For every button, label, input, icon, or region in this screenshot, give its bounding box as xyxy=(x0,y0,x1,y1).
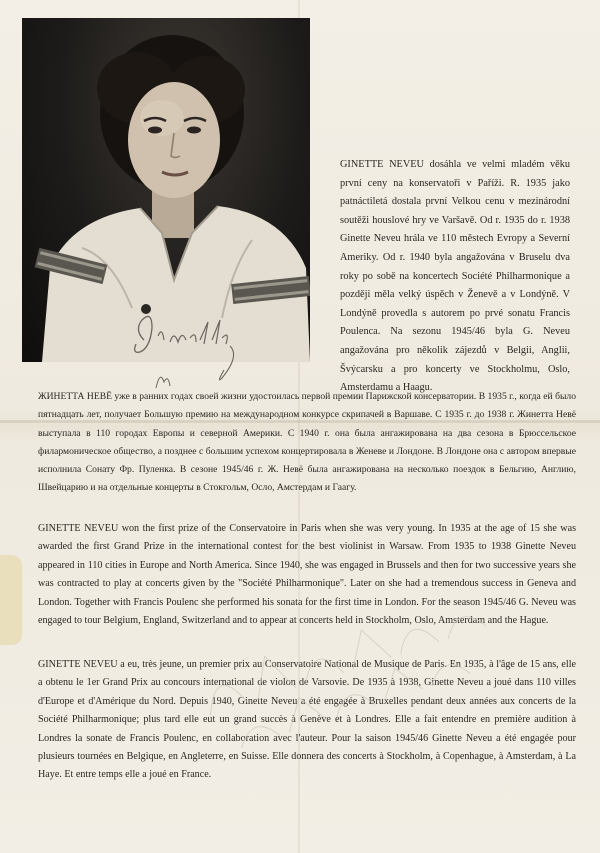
paper-stain xyxy=(0,555,22,645)
english-biography: GINETTE NEVEU won the first prize of the Conservatoire in Paris when she was very young. In 1935 at the age of 15 she was awarded the first Grand Prize in the international contest for the best violinist in Warsaw. From 1935 to 1938 Ginette Neveu appeared in 110 cities in Europe and North America. Since 1940, she was engaged in Brussels and then for two successive years she was contracted to play at concerts given by the "Société Philharmonique". Later on she had a tremendous success in Geneva and London. Together with Francis Poulenc she performed his sonata for the first time in London. For the season 1945/46 G. Neveu was engaged to tour Belgium, England, Switzerland and to appear at concerts held in Stockholm, Oslo, Amsterdam and the Hague. xyxy=(38,523,576,627)
russian-biography: ЖИНЕТТА НЕВЁ уже в ранних годах своей жизни удостоилась первой премии Парижской консерватории. В 1935 г., когда ей было пятнадцать лет, получает Большую премию на международном конкурсе скрипачей в Варшаве. С 1935 г. до 1938 г. Жинетта Невё выступала в 110 городах Европы и северной Америки. С 1940 г. она была ангажирована на два сезона в Брюссельское филармоническое общество, а позднее с большим успехом концертировала в Женеве и Лондоне. В Лондоне она с автором впервые исполнила Сонату Фр. Пуленка. В сезоне 1945/46 г. Ж. Невё была ангажирована на несколько поездок в Бельгию, Англию, Швейцарию и на отдельные концерты в Стокгольм, Осло, Амстердам и Гаагу. xyxy=(38,391,576,494)
french-biography: GINETTE NEVEU a eu, très jeune, un premier prix au Conservatoire National de Musique de Paris. En 1935, à l'âge de 15 ans, elle a obtenu le 1er Grand Prix au concours international de violon de Varsovie. De 1935 à 1938, Ginette Neveu a joué dans 110 villes d'Europe et d'Amérique du Nord. Depuis 1940, Ginette Neveu a été engagée à Bruxelles pendant deux années aux concerts de la Société Philharmonique; plus tard elle eut un grand succès à Genève et à Londres. Elle a fait entendre en première audition à Londres la sonate de Francis Poulenc, en collaboration avec l'auteur. Pour la saison 1945/46 Ginette Neveu a été engagée pour plusieurs tournées en Belgique, en Angleterre, en Suisse. Elle donnera des concerts à Stockholm, à Copenhague, à Amsterdam, à La Haye. Et entre temps elle a joué en France. xyxy=(38,659,576,781)
czech-biography: GINETTE NEVEU dosáhla ve velmi mladém věku první ceny na konservatoři v Paříži. R. 1935 jako patnáctiletá dostala první Velkou cenu v mezinárodní soutěži houslové hry ve Varšavě. Od r. 1935 do r. 1938 Ginette Neveu hrála ve 110 městech Evropy a Severní Ameriky. Od r. 1940 byla angažována v Bruselu dva roky po sobě na koncertech Société Philharmonique a později měla velký úspěch v Ženevě a v Londýně. V Londýně provedla s autorem po prvé sonatu Francis Poulenca. Na sezonu 1945/46 byla G. Neveu angažována pro několik zájezdů v Belgii, Anglii, Švýcarsku a pro koncerty ve Stockholmu, Oslo, Amsterdamu a Haagu. xyxy=(340,159,570,394)
signature-image xyxy=(130,300,290,390)
